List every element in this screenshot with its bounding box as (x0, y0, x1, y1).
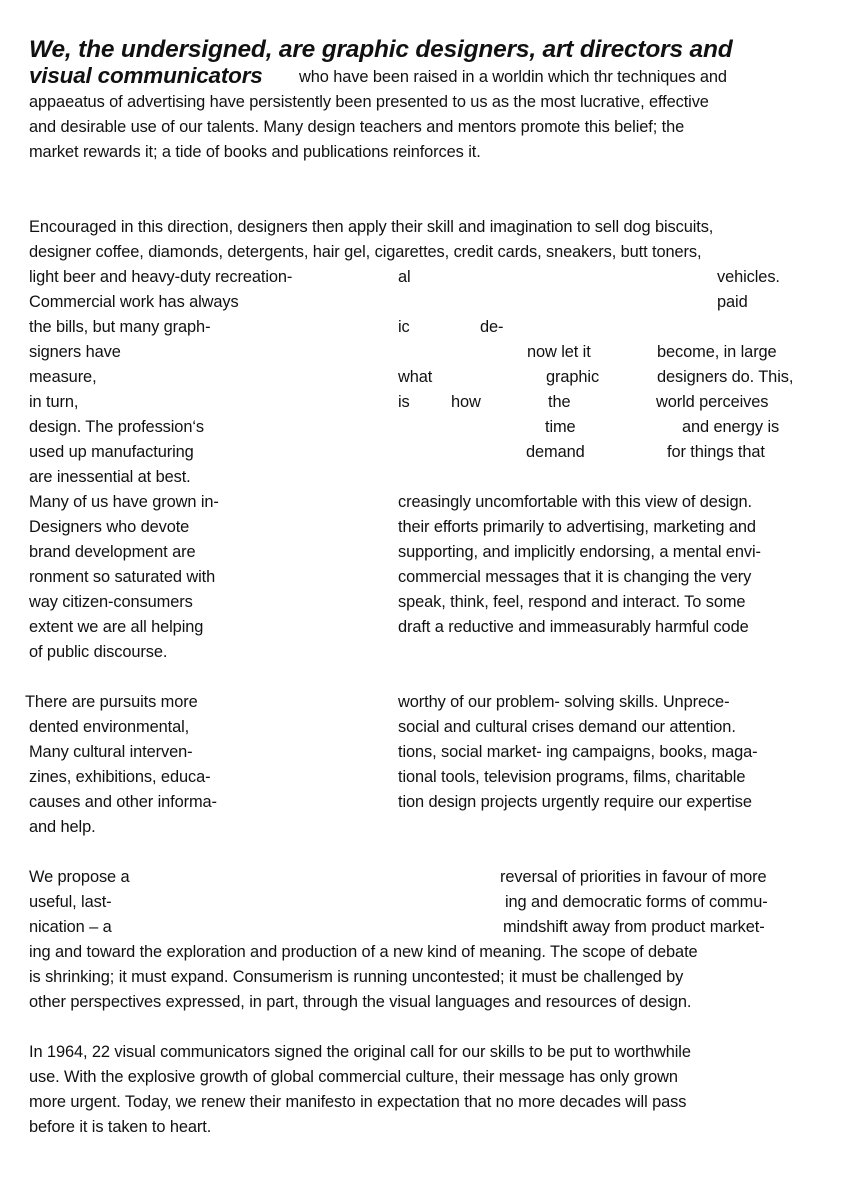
text-segment: worthy of our problem- solving skills. Unprece- (398, 693, 730, 711)
text-segment: world perceives (656, 393, 769, 411)
text-segment: use. With the explosive growth of global commercial culture, their message has only grown (29, 1068, 678, 1086)
text-segment: for things that (667, 443, 765, 461)
text-segment: and help. (29, 818, 96, 836)
text-segment: vehicles. (717, 268, 780, 286)
text-segment: There are pursuits more (25, 693, 198, 711)
text-segment: is shrinking; it must expand. Consumerism is running uncontested; it must be challenged by (29, 968, 684, 986)
text-segment: causes and other informa- (29, 793, 217, 811)
heading-line-1: We, the undersigned, are graphic designers, art directors and (29, 36, 733, 63)
text-segment: extent we are all helping (29, 618, 204, 636)
text-segment: light beer and heavy-duty recreation- (29, 268, 293, 286)
text-segment: other perspectives expressed, in part, through the visual languages and resources of design. (29, 993, 692, 1011)
text-segment: zines, exhibitions, educa- (29, 768, 211, 786)
text-segment: of public discourse. (29, 643, 168, 661)
text-segment: reversal of priorities in favour of more (500, 868, 767, 886)
heading-line-2: visual communicators (29, 63, 263, 88)
text-segment: draft a reductive and immeasurably harmful code (398, 618, 749, 636)
text-segment: appaeatus of advertising have persistently been presented to us as the most lucrative, effective (29, 93, 709, 111)
text-segment: al (398, 268, 411, 286)
text-segment: speak, think, feel, respond and interact. To some (398, 593, 746, 611)
text-segment: what (398, 368, 433, 386)
text-segment: now let it (527, 343, 591, 361)
text-segment: ing and toward the exploration and production of a new kind of meaning. The scope of debate (29, 943, 698, 961)
text-segment: paid (717, 293, 748, 311)
text-segment: is (398, 393, 410, 411)
text-segment: and energy is (682, 418, 780, 436)
text-segment: tion design projects urgently require our expertise (398, 793, 752, 811)
text-segment: graphic (546, 368, 600, 386)
text-segment: ronment so saturated with (29, 568, 216, 586)
text-segment: way citizen-consumers (29, 593, 193, 611)
text-segment: designer coffee, diamonds, detergents, hair gel, cigarettes, credit cards, sneakers, butt toners, (29, 243, 702, 261)
text-segment: their efforts primarily to advertising, marketing and (398, 518, 756, 536)
text-segment: supporting, and implicitly endorsing, a mental envi- (398, 543, 761, 561)
text-segment: Many of us have grown in- (29, 493, 219, 511)
text-segment: ic (398, 318, 410, 336)
text-segment: useful, last- (29, 893, 112, 911)
text-segment: measure, (29, 368, 97, 386)
text-segment: mindshift away from product market- (503, 918, 765, 936)
text-segment: In 1964, 22 visual communicators signed the original call for our skills to be put to worthwhile (29, 1043, 691, 1061)
text-segment: the bills, but many graph- (29, 318, 211, 336)
text-segment: how (451, 393, 481, 411)
text-segment: the (548, 393, 571, 411)
text-segment: become, in large (657, 343, 777, 361)
text-segment: signers have (29, 343, 121, 361)
text-segment: in turn, (29, 393, 79, 411)
text-segment: used up manufacturing (29, 443, 194, 461)
text-segment: tions, social market- ing campaigns, books, maga- (398, 743, 758, 761)
text-segment: nication – a (29, 918, 112, 936)
text-segment: Many cultural interven- (29, 743, 193, 761)
text-segment: social and cultural crises demand our attention. (398, 718, 736, 736)
text-segment: dented environmental, (29, 718, 190, 736)
text-segment: more urgent. Today, we renew their manifesto in expectation that no more decades will pass (29, 1093, 687, 1111)
text-segment: designers do. This, (657, 368, 794, 386)
text-segment: de- (480, 318, 504, 336)
text-segment: commercial messages that it is changing the very (398, 568, 752, 586)
text-segment: before it is taken to heart. (29, 1118, 212, 1136)
text-segment: design. The profession‘s (29, 418, 204, 436)
text-segment: brand development are (29, 543, 196, 561)
text-segment: We propose a (29, 868, 130, 886)
text-segment: Encouraged in this direction, designers then apply their skill and imagination to sell dog biscuits, (29, 218, 714, 236)
text-segment: are inessential at best. (29, 468, 191, 486)
text-segment: demand (526, 443, 585, 461)
text-segment: tional tools, television programs, films, charitable (398, 768, 746, 786)
text-segment: creasingly uncomfortable with this view of design. (398, 493, 752, 511)
text-segment: and desirable use of our talents. Many design teachers and mentors promote this belief; the (29, 118, 685, 136)
text-segment: Designers who devote (29, 518, 190, 536)
text-segment: ing and democratic forms of commu- (505, 893, 768, 911)
text-segment: time (545, 418, 576, 436)
text-segment: Commercial work has always (29, 293, 239, 311)
text-segment: who have been raised in a worldin which thr techniques and (299, 68, 727, 86)
text-segment: market rewards it; a tide of books and publications reinforces it. (29, 143, 481, 161)
